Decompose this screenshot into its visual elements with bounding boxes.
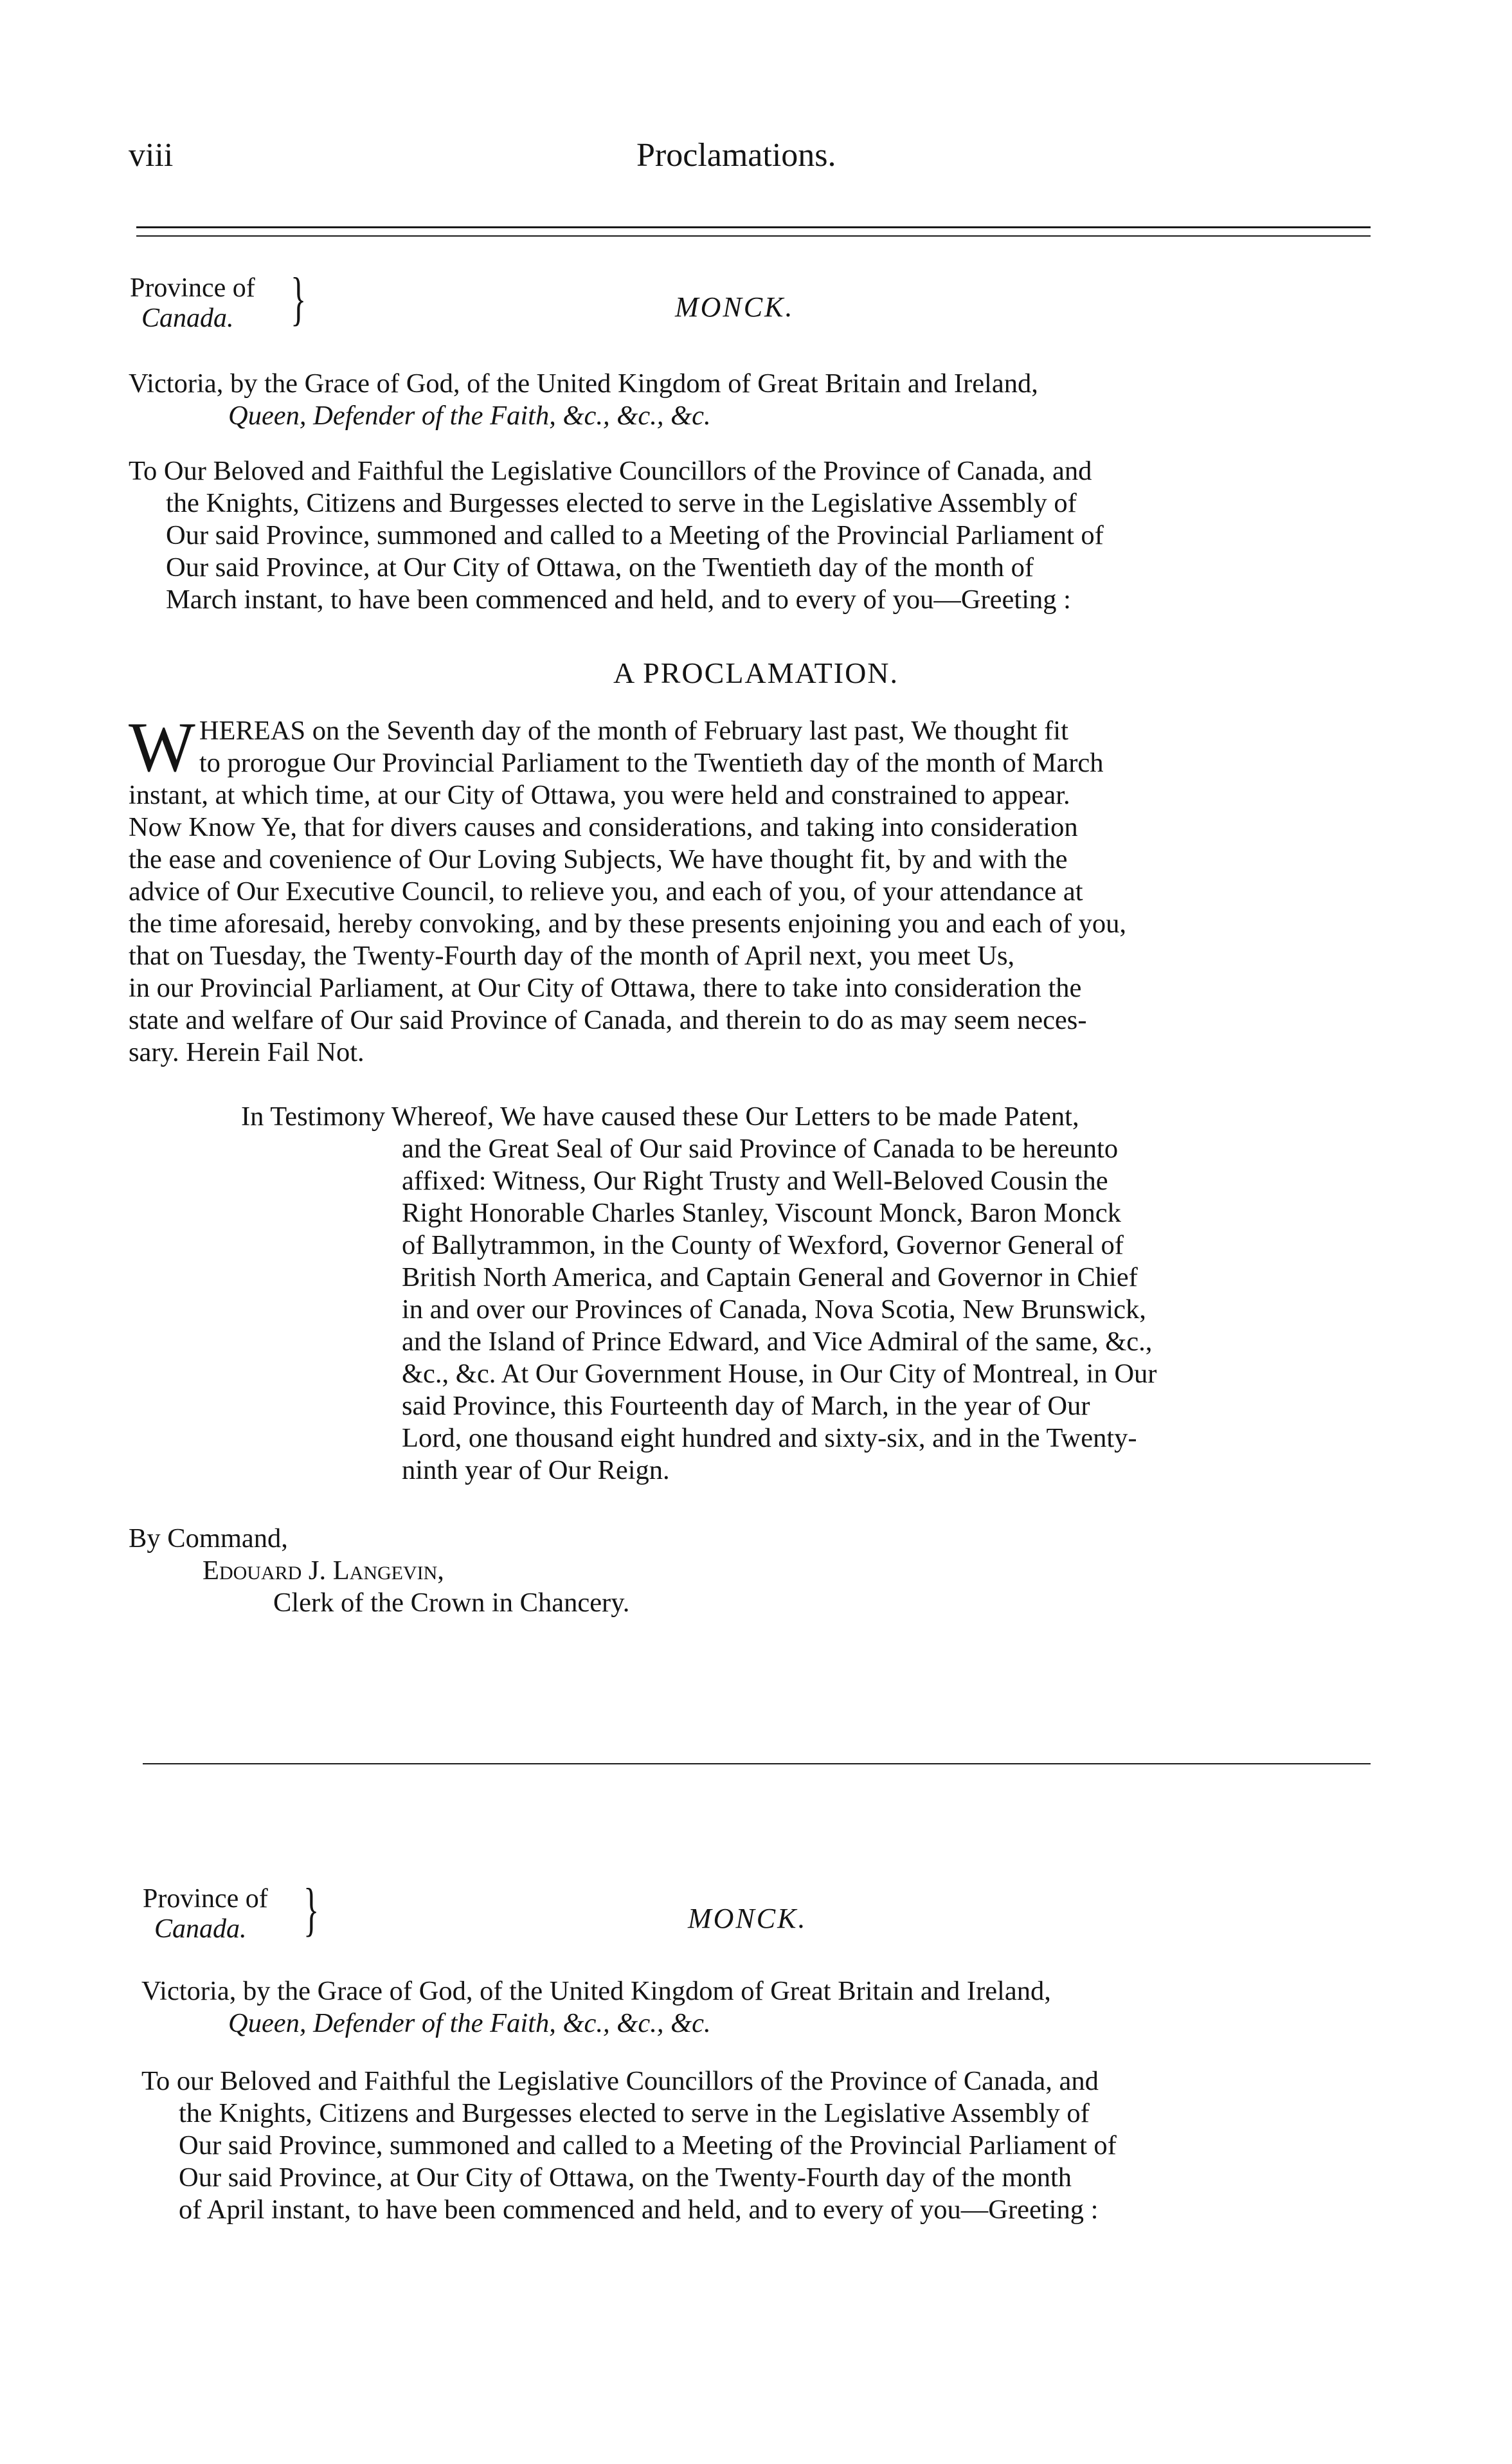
- page-number: viii: [129, 137, 174, 174]
- testimony-line: of Ballytrammon, in the County of Wexford, Governor General of: [402, 1230, 1124, 1260]
- province-name: Canada.: [154, 1914, 247, 1944]
- testimony-block: [402, 1133, 1377, 1487]
- province-label: Province of: [143, 1884, 268, 1914]
- running-title: Proclamations.: [636, 137, 836, 174]
- address-line: To Our Beloved and Faithful the Legislative Councillors of the Province of Canada, and: [129, 456, 1092, 486]
- province-label: Province of: [130, 273, 255, 303]
- address-line: the Knights, Citizens and Burgesses elected to serve in the Legislative Assembly of: [166, 488, 1077, 518]
- address-line: Our said Province, at Our City of Ottawa, on the Twenty-Fourth day of the month: [179, 2162, 1072, 2193]
- body-line: in our Provincial Parliament, at Our City of Ottawa, there to take into consideration the: [129, 973, 1082, 1003]
- victoria-line-2: Queen, Defender of the Faith, &c., &c., &c.: [228, 401, 711, 431]
- testimony-line: said Province, this Fourteenth day of March, in the year of Our: [402, 1391, 1090, 1421]
- address-line: of April instant, to have been commenced and held, and to every of you—Greeting :: [179, 2195, 1099, 2225]
- brace-glyph: }: [303, 1876, 320, 1942]
- body-line: HEREAS on the Seventh day of the month of February last past, We thought fit: [199, 716, 1068, 746]
- testimony-line: Lord, one thousand eight hundred and sixty-six, and in the Twenty-: [402, 1423, 1137, 1453]
- clerk-title: Clerk of the Crown in Chancery.: [273, 1588, 630, 1618]
- proclamation-heading: A PROCLAMATION.: [613, 657, 899, 689]
- address-line: Our said Province, summoned and called to a Meeting of the Provincial Parliament of: [166, 520, 1104, 550]
- clerk-name: Edouard J. Langevin,: [203, 1555, 444, 1586]
- signature-monck: MONCK.: [675, 291, 795, 323]
- testimony-line: &c., &c. At Our Government House, in Our City of Montreal, in Our: [402, 1359, 1157, 1389]
- testimony-line: in and over our Provinces of Canada, Nova Scotia, New Brunswick,: [402, 1294, 1146, 1325]
- victoria-line-1: Victoria, by the Grace of God, of the United Kingdom of Great Britain and Ireland,: [129, 368, 1038, 399]
- body-line: the ease and covenience of Our Loving Subjects, We have thought fit, by and with the: [129, 844, 1068, 874]
- address-paragraph: [129, 455, 1377, 616]
- testimony-first-line: In Testimony Whereof, We have caused these Our Letters to be made Patent,: [241, 1101, 1079, 1132]
- body-line: advice of Our Executive Council, to relieve you, and each of you, of your attendance at: [129, 876, 1083, 907]
- body-line: state and welfare of Our said Province of Canada, and therein to do as may seem neces-: [129, 1005, 1087, 1035]
- victoria-line-2: Queen, Defender of the Faith, &c., &c., &c.: [228, 2008, 711, 2038]
- proclamation-body: [129, 708, 1377, 1069]
- testimony-line: and the Island of Prince Edward, and Vice Admiral of the same, &c.,: [402, 1327, 1153, 1357]
- address-line: Our said Province, summoned and called to a Meeting of the Provincial Parliament of: [179, 2130, 1117, 2161]
- body-line: the time aforesaid, hereby convoking, and by these presents enjoining you and each of you,: [129, 909, 1126, 939]
- by-command: By Command,: [129, 1523, 288, 1554]
- section-divider: [143, 1763, 1371, 1764]
- header-rule-top: [136, 226, 1371, 228]
- testimony-line: Right Honorable Charles Stanley, Viscount Monck, Baron Monck: [402, 1198, 1121, 1228]
- testimony-line: and the Great Seal of Our said Province of Canada to be hereunto: [402, 1134, 1119, 1164]
- drop-cap-letter: W: [129, 708, 195, 786]
- victoria-line-1: Victoria, by the Grace of God, of the United Kingdom of Great Britain and Ireland,: [141, 1976, 1051, 2006]
- testimony-line: British North America, and Captain General and Governor in Chief: [402, 1262, 1138, 1292]
- address-paragraph: [141, 2065, 1377, 2226]
- body-line: sary. Herein Fail Not.: [129, 1037, 364, 1067]
- victoria-title: [129, 368, 1377, 432]
- signature-monck: MONCK.: [688, 1903, 807, 1934]
- testimony-line: ninth year of Our Reign.: [402, 1455, 670, 1485]
- body-line: instant, at which time, at our City of Ottawa, you were held and constrained to appear.: [129, 780, 1070, 810]
- brace-glyph: }: [291, 266, 307, 331]
- body-line: to prorogue Our Provincial Parliament to the Twentieth day of the month of March: [199, 748, 1104, 778]
- address-line: March instant, to have been commenced and held, and to every of you—Greeting :: [166, 584, 1071, 615]
- victoria-title: [141, 1975, 1377, 2040]
- address-line: the Knights, Citizens and Burgesses elected to serve in the Legislative Assembly of: [179, 2098, 1090, 2128]
- testimony-line: affixed: Witness, Our Right Trusty and Well-Beloved Cousin the: [402, 1166, 1108, 1196]
- body-line: that on Tuesday, the Twenty-Fourth day of the month of April next, you meet Us,: [129, 941, 1015, 971]
- province-name: Canada.: [141, 303, 234, 333]
- header-rule-bottom: [136, 235, 1371, 237]
- address-line: To our Beloved and Faithful the Legislative Councillors of the Province of Canada, and: [141, 2066, 1099, 2096]
- body-line: Now Know Ye, that for divers causes and considerations, and taking into consideration: [129, 812, 1078, 842]
- address-line: Our said Province, at Our City of Ottawa, on the Twentieth day of the month of: [166, 552, 1034, 583]
